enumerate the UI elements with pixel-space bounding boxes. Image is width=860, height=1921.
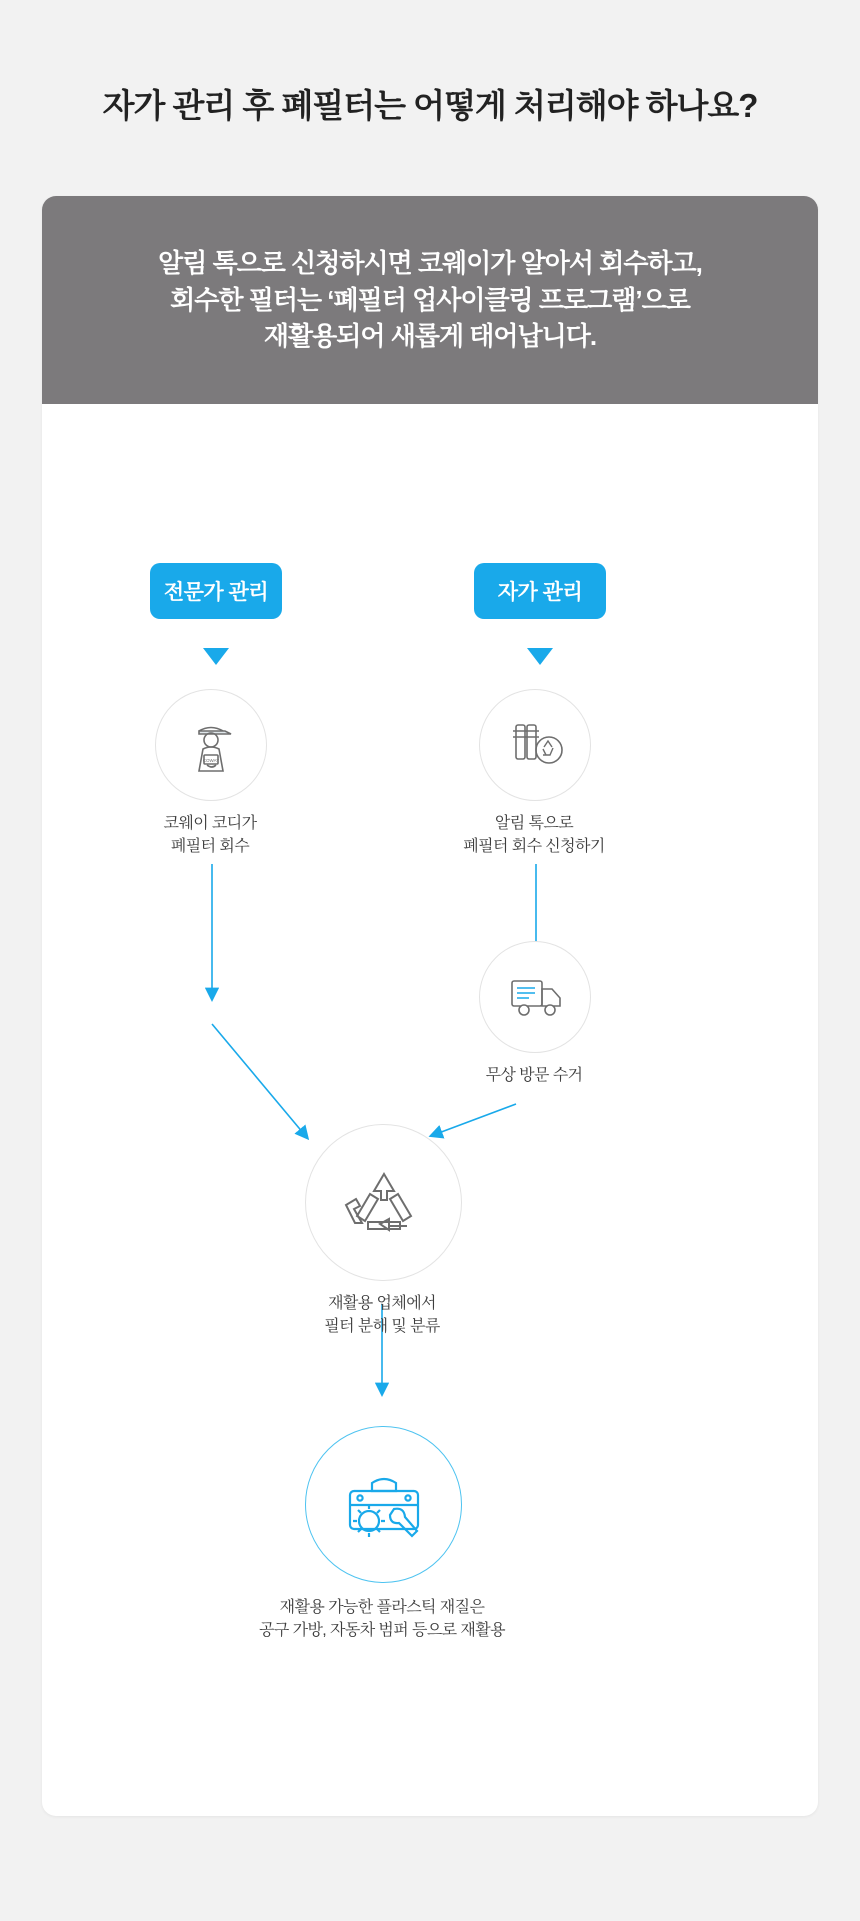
toolbox-wrench-gear-icon [305,1426,462,1583]
banner-line-2: 회수한 필터는 ‘폐필터 업사이클링 프로그램’으로 [170,284,690,315]
branch-pill-self[interactable] [474,563,606,619]
banner [42,196,818,404]
triangle-down-icon-left [203,648,229,665]
delivery-truck-icon [479,941,591,1053]
branch-pill-expert-label: 전문가 관리 [163,581,269,604]
banner-line-3: 재활용되어 새롭게 태어납니다. [263,321,597,352]
branch-pill-self-label: 자가 관리 [497,581,583,604]
infographic-card [42,196,818,1816]
node-label-free-pickup: 무상 방문 수거 [485,1067,583,1084]
cody-person-icon [155,689,267,801]
node-label-alim-talk-request: 알림 톡으로 폐필터 회수 신청하기 [463,815,605,856]
node-label-recycling-sort: 재활용 업체에서 필터 분해 및 분류 [324,1295,440,1336]
banner-line-1: 알림 톡으로 신청하시면 코웨이가 알아서 회수하고, [158,247,702,278]
svg-text:COWAY: COWAY [202,758,220,763]
flow-diagram [42,404,818,1816]
triangle-down-icon-right [527,648,553,665]
branch-pill-expert[interactable] [150,563,282,619]
node-label-reuse-products: 재활용 가능한 플라스틱 재질은 공구 가방, 자동차 범퍼 등으로 재활용 [259,1599,505,1640]
filter-recycle-icon [479,689,591,801]
page-title: 자가 관리 후 폐필터는 어떻게 처리해야 하나요? [102,87,758,124]
banner-text [70,245,790,356]
recycle-icon [305,1124,462,1281]
node-label-cody-collect: 코웨이 코디가 폐필터 회수 [163,815,257,856]
